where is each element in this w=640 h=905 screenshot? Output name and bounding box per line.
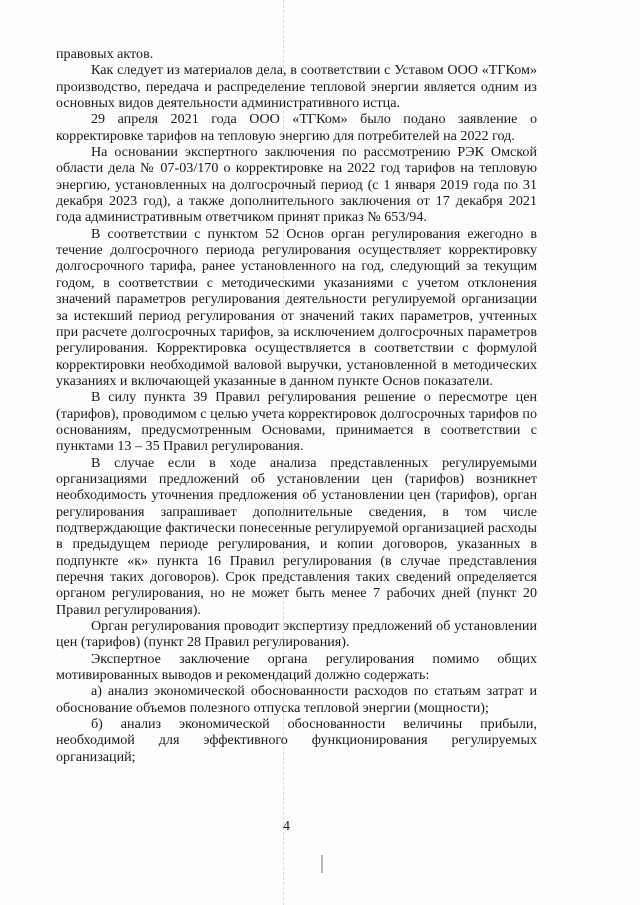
paragraph: На основании экспертного заключения по рассмотрению РЭК Омской области дела № 07-03/170 о корректировке на 2022 год тарифов на тепловую энергию, установленных на долгосрочный период (с 1 января 2019 года по 31 декабря 2023 год), а также дополнительного заключения от 17 декабря 2021 года административным ответчиком принят приказ № 653/94. [56, 144, 537, 226]
list-item-a: а) анализ экономической обоснованности расходов по статьям затрат и обоснование объемов полезного отпуска тепловой энергии (мощности); [56, 683, 537, 716]
paragraph-continuation: правовых актов. [56, 46, 154, 62]
paragraph: Как следует из материалов дела, в соответствии с Уставом ООО «ТГКом» производство, передача и распределение тепловой энергии является одним из основных видов деятельности административного истца. [56, 62, 537, 112]
scan-mark [321, 855, 323, 873]
paragraph: Орган регулирования проводит экспертизу предложений об установлении цен (тарифов) (пункт 28 Правил регулирования). [56, 618, 537, 651]
page-number: 4 [283, 819, 290, 834]
paragraph: Экспертное заключение органа регулирования помимо общих мотивированных выводов и рекомендаций должно содержать: [56, 650, 537, 684]
paragraph: В соответствии с пунктом 52 Основ орган регулирования ежегодно в течение долгосрочного периода регулирования осуществляет корректировку долгосрочного тарифа, ранее установленного на год, следующий за текущим годом, в соответствии с методическими указаниями с учетом отклонения значений параметров регулирования деятельности регулируемой организации за истекший период регулирования от значений таких параметров, учтенных при расчете долгосрочных тарифов, за исключением долгосрочных параметров регулирования. Корректировка осуществляется в соответствии с формулой корректировки необходимой валовой выручки, установленной в методических указаниях и включающей указанные в данном пункте Основ показатели. [56, 225, 537, 389]
list-item-b: б) анализ экономической обоснованности величины прибыли, необходимой для эффективного функционирования регулируемых организаций; [56, 716, 537, 765]
paragraph: В случае если в ходе анализа представленных регулируемыми организациями предложений об установлении цен (тарифов) возникнет необходимость уточнения предложения об установлении цен (тарифов), орган регулирования запрашивает дополнительные сведения, в том числе подтверждающие фактически понесенные регулируемой организацией расходы в предыдущем периоде регулирования, и копии договоров, указанных в подпункте «к» пункта 16 Правил регулирования (в случае представления перечня таких договоров). Срок представления таких сведений определяется органом регулирования, но не может быть менее 7 рабочих дней (пункт 20 Правил регулирования). [56, 454, 537, 618]
paragraph: 29 апреля 2021 года ООО «ТГКом» было подано заявление о корректировке тарифов на тепловую энергию для потребителей на 2022 год. [56, 111, 537, 144]
document-body [56, 46, 537, 765]
paragraph: В силу пункта 39 Правил регулирования решение о пересмотре цен (тарифов), проводимом с целью учета корректировок долгосрочных тарифов по основаниям, предусмотренным Основами, принимается в соответствии с пунктами 13 – 35 Правил регулирования. [56, 389, 537, 455]
